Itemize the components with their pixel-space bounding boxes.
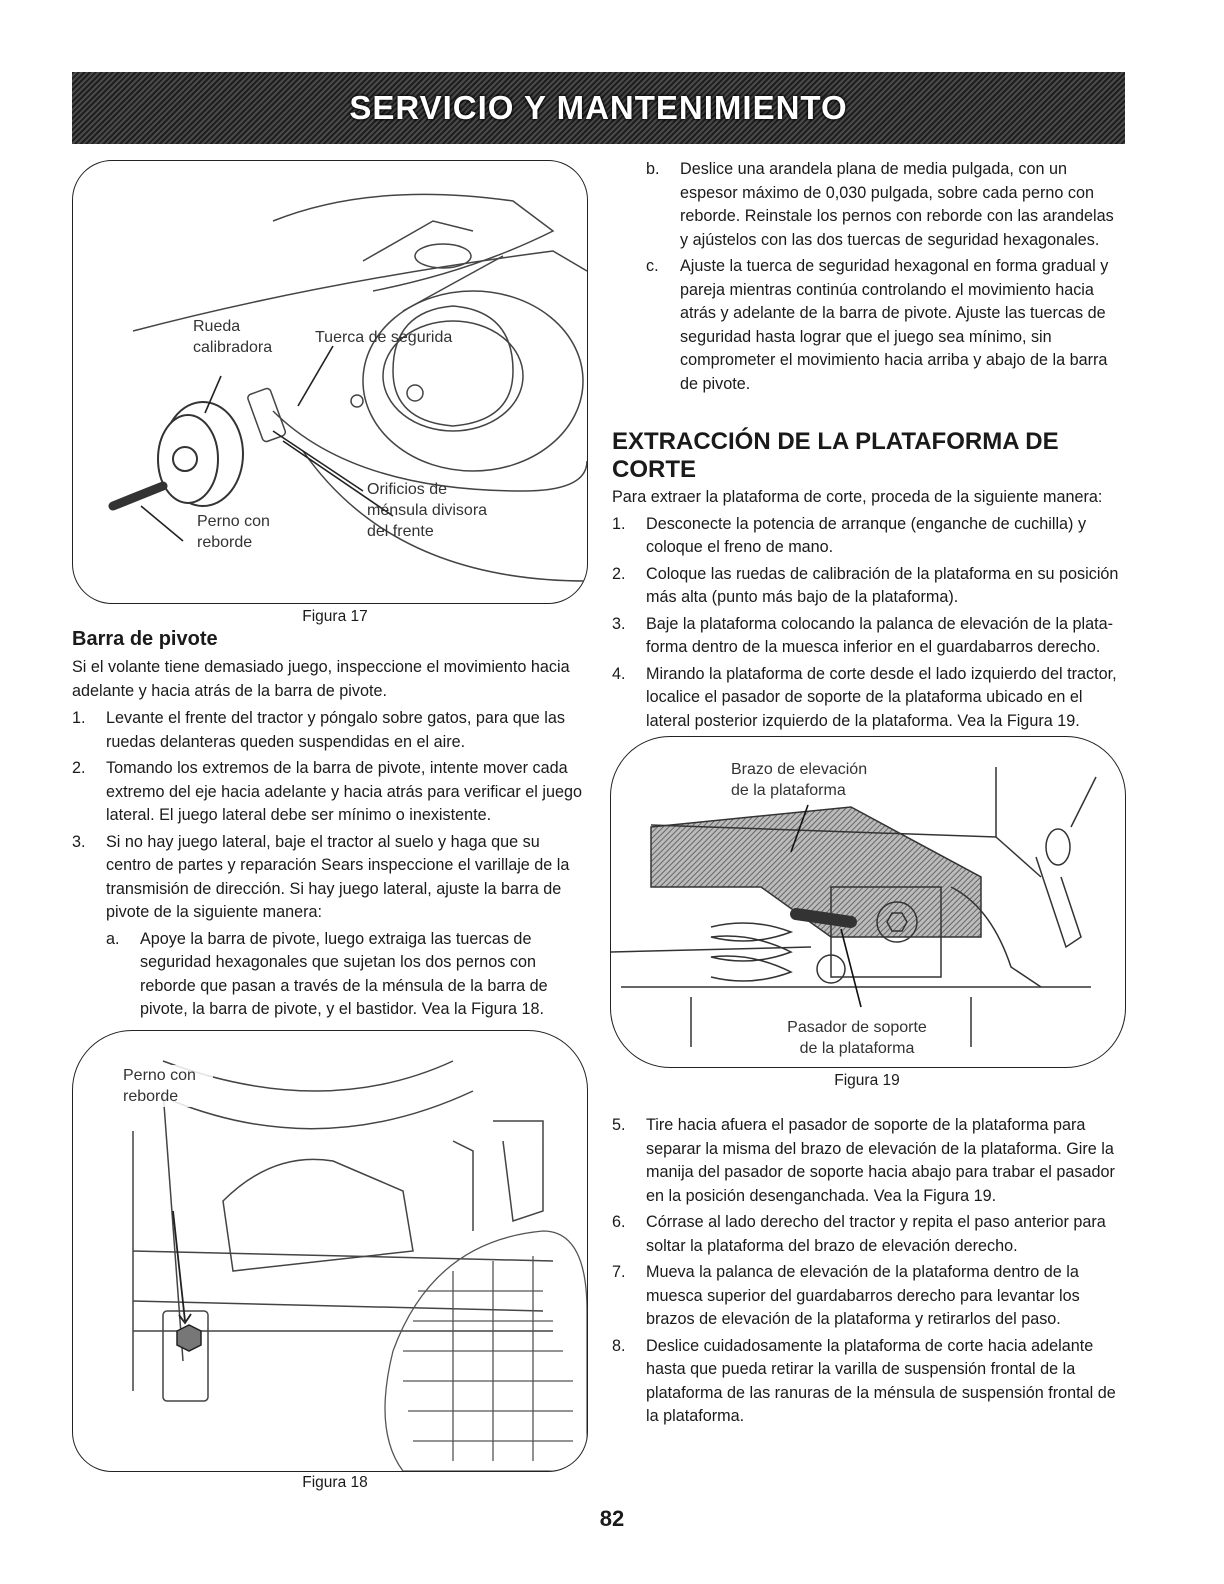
list-item: 6. Córrase al lado derecho del tractor y repita el paso anterior para soltar la plataforma del brazo de elevación derecho. bbox=[612, 1213, 1106, 1255]
figure-18 bbox=[72, 1030, 588, 1472]
extraccion-section bbox=[612, 486, 1124, 736]
figure-17 bbox=[72, 160, 588, 604]
list-item: 2. Tomando los extremos de la barra de pivote, intente mover cada extremo del eje hacia adelante y hacia atrás para verificar el juego lateral. El juego lateral debe ser mínimo o inexistente. bbox=[72, 759, 583, 824]
barra-substep-b: b. Deslice una arandela plana de media pulgada, con un espesor máximo de 0,030 pulgada, sobre cada perno con reborde. Reinstale los pernos con reborde con las arandelas y ajústelos con las dos tuercas de seguridad hexagonales. bbox=[646, 160, 1114, 249]
extraccion-steps-5-8 bbox=[612, 1114, 1124, 1432]
extraccion-heading: EXTRACCIÓN DE LA PLATAFORMA DE CORTE bbox=[612, 428, 1059, 483]
list-item: 7. Mueva la palanca de elevación de la plataforma dentro de la muesca superior del guardabarros derecho para levantar los brazos de elevación de la plataforma y retirarlos del paso. bbox=[612, 1263, 1080, 1328]
pivote-substeps-continued bbox=[612, 158, 1124, 396]
list-item: 3. Baje la plataforma colocando la palanca de elevación de la plata- forma dentro de la muesca inferior en el guardabarros derecho. bbox=[612, 614, 1114, 656]
callout-perno-con-reborde-fig18: Perno con reborde bbox=[123, 1065, 213, 1107]
callout-pasador-de-soporte: Pasador de soporte de la plataforma bbox=[787, 1019, 927, 1057]
extraccion-steps-1-4 bbox=[612, 513, 1124, 734]
barra-steps bbox=[72, 707, 584, 925]
list-item: 4. Mirando la plataforma de corte desde el lado izquierdo del tractor, localice el pasador de soporte de la plataforma ubicado en el lateral posterior izquierdo de la plataforma. Vea la Figura 19. bbox=[612, 664, 1117, 730]
barra-de-pivote-heading: Barra de pivote bbox=[72, 628, 218, 650]
figure-19-caption: Figura 19 bbox=[834, 1072, 900, 1089]
list-item: 2. Coloque las ruedas de calibración de la plataforma en su posición más alta (punto más bajo de la plataforma). bbox=[612, 564, 1119, 606]
figure-19 bbox=[610, 736, 1126, 1068]
barra-substep-a: a. Apoye la barra de pivote, luego extraiga las tuercas de seguridad hexagonales que sujetan los dos pernos con reborde que pasan a través de la ménsula de la barra de pivote, la barra de pivote, y el bastidor. Vea la Figura 18. bbox=[106, 929, 548, 1018]
figure-17-caption: Figura 17 bbox=[302, 608, 368, 625]
barra-intro: Si el volante tiene demasiado juego, inspeccione el movimiento hacia adelante y hacia atrás de la barra de pivote. bbox=[72, 658, 570, 700]
barra-substep-c: c. Ajuste la tuerca de seguridad hexagonal en forma gradual y pareja mientras continúa controlando el movimiento hacia atrás y adelante de la barra de pivote. Ajuste las tuercas de seguridad hasta lograr que el juego sea mínimo, sin comprometer el movimiento hacia arriba y abajo de la barra de pivote. bbox=[646, 257, 1109, 393]
callout-rueda-calibradora: Rueda calibradora bbox=[193, 318, 273, 356]
callout-perno-con-reborde: Perno con reborde bbox=[197, 513, 270, 551]
callout-tuerca-de-seguridad: Tuerca de segurida bbox=[315, 329, 453, 346]
barra-de-pivote-section bbox=[72, 656, 584, 1022]
figure-17-illustration bbox=[73, 161, 587, 603]
page-number: 82 bbox=[599, 1506, 625, 1531]
callout-orificios-mensula: Orificios de ménsula divisora del frente bbox=[367, 481, 488, 540]
page-title: SERVICIO Y MANTENIMIENTO bbox=[349, 89, 848, 126]
callout-brazo-de-elevacion: Brazo de elevación de la plataforma bbox=[731, 761, 868, 799]
header-banner bbox=[72, 72, 1125, 144]
extraccion-intro: Para extraer la plataforma de corte, proceda de la siguiente manera: bbox=[612, 488, 1103, 506]
list-item: 1. Desconecte la potencia de arranque (enganche de cuchilla) y coloque el freno de mano. bbox=[612, 514, 1087, 556]
list-item: 5. Tire hacia afuera el pasador de soporte de la plataforma para separar la misma del brazo de elevación de la plataforma. Gire la manija del pasador de soporte hacia abajo para trabar el pasador en la posición desenganchada. Vea la Figura 19. bbox=[612, 1116, 1115, 1205]
figure-18-caption: Figura 18 bbox=[302, 1474, 368, 1491]
list-item: 3. Si no hay juego lateral, baje el tractor al suelo y haga que su centro de partes y reparación Sears inspeccione el varillaje de la transmisión de dirección. Si hay juego lateral, ajuste la barra de pivote de la siguiente manera: bbox=[72, 832, 570, 921]
list-item: 1. Levante el frente del tractor y póngalo sobre gatos, para que las ruedas delanteras queden suspendidas en el aire. bbox=[72, 709, 565, 751]
list-item: 8. Deslice cuidadosamente la plataforma de corte hacia adelante hasta que pueda retirar la varilla de suspensión frontal de la plataforma de las ranuras de la ménsula de suspensión frontal de la plataforma. bbox=[612, 1336, 1116, 1425]
